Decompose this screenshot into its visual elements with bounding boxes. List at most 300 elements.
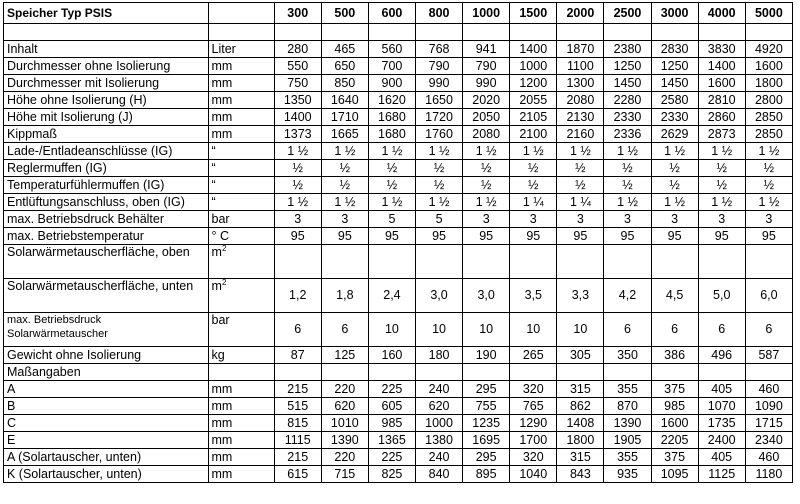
row-label: Temperaturfühlermuffen (IG): [4, 177, 209, 194]
unit-text: “: [211, 177, 216, 192]
row-unit: [208, 432, 274, 449]
value-cell: 215: [274, 381, 321, 398]
table-row: [4, 432, 793, 449]
table-row: [4, 381, 793, 398]
value-cell: 2380: [604, 41, 651, 58]
value-cell: 1 ½: [368, 194, 415, 211]
value-cell: 95: [604, 228, 651, 245]
table-row: [4, 41, 793, 58]
value-cell: [463, 245, 510, 279]
value-cell: ½: [745, 177, 792, 194]
value-cell: 1450: [604, 75, 651, 92]
value-cell: 1 ½: [651, 143, 698, 160]
value-cell: 990: [416, 75, 463, 92]
value-cell: 305: [557, 347, 604, 364]
value-cell: 1100: [557, 58, 604, 75]
row-label: Solarwärmetauscherfläche, unten: [4, 279, 209, 313]
value-cell: 587: [745, 347, 792, 364]
value-cell: 95: [698, 228, 745, 245]
value-cell: 375: [651, 449, 698, 466]
value-cell: ½: [321, 160, 368, 177]
value-cell: 460: [745, 449, 792, 466]
value-cell: 605: [368, 398, 415, 415]
unit-text: mm: [211, 415, 233, 430]
value-cell: 1 ¼: [557, 194, 604, 211]
value-cell: 215: [274, 449, 321, 466]
value-cell: 95: [368, 228, 415, 245]
value-cell: 1600: [745, 58, 792, 75]
value-cell: 1290: [510, 415, 557, 432]
value-cell: 840: [416, 466, 463, 483]
value-cell: 6: [604, 313, 651, 347]
row-label: Inhalt: [4, 41, 209, 58]
value-cell: 5: [416, 211, 463, 228]
row-unit: [208, 466, 274, 483]
value-cell: 2050: [463, 109, 510, 126]
value-cell: 1 ½: [321, 194, 368, 211]
value-cell: 715: [321, 466, 368, 483]
unit-text: “: [211, 143, 216, 158]
value-cell: 3,0: [416, 279, 463, 313]
value-cell: 3: [604, 211, 651, 228]
value-cell: [321, 24, 368, 41]
row-unit: [208, 92, 274, 109]
value-cell: [510, 245, 557, 279]
value-cell: 1200: [510, 75, 557, 92]
table-row: [4, 313, 793, 347]
header-cell: 300: [274, 3, 321, 24]
value-cell: 240: [416, 381, 463, 398]
value-cell: 2850: [745, 126, 792, 143]
value-cell: 1235: [463, 415, 510, 432]
value-cell: 3: [321, 211, 368, 228]
row-label: C: [4, 415, 209, 432]
value-cell: ½: [368, 160, 415, 177]
value-cell: 87: [274, 347, 321, 364]
row-unit: [208, 58, 274, 75]
value-cell: 280: [274, 41, 321, 58]
value-cell: 1710: [321, 109, 368, 126]
value-cell: 4,5: [651, 279, 698, 313]
value-cell: 1390: [604, 415, 651, 432]
value-cell: 1000: [510, 58, 557, 75]
value-cell: [745, 364, 792, 381]
value-cell: 765: [510, 398, 557, 415]
value-cell: 240: [416, 449, 463, 466]
value-cell: 1 ½: [745, 143, 792, 160]
value-cell: 2800: [745, 92, 792, 109]
value-cell: 1640: [321, 92, 368, 109]
value-cell: 1040: [510, 466, 557, 483]
value-cell: 95: [651, 228, 698, 245]
value-cell: [274, 24, 321, 41]
value-cell: 2810: [698, 92, 745, 109]
value-cell: 2100: [510, 126, 557, 143]
value-cell: ½: [745, 160, 792, 177]
header-cell: 5000: [745, 3, 792, 24]
unit-text: mm: [211, 432, 233, 447]
value-cell: 1 ½: [463, 143, 510, 160]
value-cell: 2340: [745, 432, 792, 449]
value-cell: 1090: [745, 398, 792, 415]
table-row: [4, 177, 793, 194]
unit-text: mm: [211, 398, 233, 413]
value-cell: ½: [557, 177, 604, 194]
value-cell: 95: [557, 228, 604, 245]
value-cell: 10: [416, 313, 463, 347]
row-label: K (Solartauscher, unten): [4, 466, 209, 483]
value-cell: [604, 364, 651, 381]
value-cell: 1400: [274, 109, 321, 126]
header-cell: 1500: [510, 3, 557, 24]
row-unit: [208, 41, 274, 58]
value-cell: 895: [463, 466, 510, 483]
value-cell: 386: [651, 347, 698, 364]
row-label: Reglermuffen (IG): [4, 160, 209, 177]
value-cell: 1905: [604, 432, 651, 449]
row-label: [4, 24, 209, 41]
unit-text: mm: [211, 92, 233, 107]
row-label: E: [4, 432, 209, 449]
value-cell: 1720: [416, 109, 463, 126]
value-cell: 2830: [651, 41, 698, 58]
value-cell: ½: [463, 160, 510, 177]
value-cell: ½: [463, 177, 510, 194]
value-cell: 620: [321, 398, 368, 415]
row-unit: [208, 415, 274, 432]
value-cell: 6: [274, 313, 321, 347]
value-cell: 10: [510, 313, 557, 347]
value-cell: 2400: [698, 432, 745, 449]
value-cell: 843: [557, 466, 604, 483]
row-label: max. Betriebsdruck Solarwärmetauscher: [4, 313, 209, 347]
value-cell: 10: [463, 313, 510, 347]
value-cell: 320: [510, 381, 557, 398]
row-label: Kippmaß: [4, 126, 209, 143]
value-cell: 1620: [368, 92, 415, 109]
table-row: [4, 466, 793, 483]
value-cell: [651, 245, 698, 279]
unit-text: mm: [211, 58, 233, 73]
value-cell: 1 ½: [416, 194, 463, 211]
value-cell: 1600: [698, 75, 745, 92]
unit-superscript: 2: [221, 278, 227, 287]
value-cell: ½: [651, 160, 698, 177]
value-cell: 1350: [274, 92, 321, 109]
table-body: [4, 3, 793, 483]
value-cell: 1070: [698, 398, 745, 415]
row-unit: [208, 279, 274, 313]
unit-text: mm: [211, 126, 233, 141]
value-cell: 1 ½: [604, 194, 651, 211]
value-cell: 10: [557, 313, 604, 347]
value-cell: 220: [321, 449, 368, 466]
value-cell: 180: [416, 347, 463, 364]
value-cell: 95: [745, 228, 792, 245]
row-unit: [208, 24, 274, 41]
value-cell: 2080: [557, 92, 604, 109]
value-cell: 375: [651, 381, 698, 398]
value-cell: 2330: [651, 109, 698, 126]
unit-text: m: [211, 279, 222, 293]
value-cell: 220: [321, 381, 368, 398]
table-row: [4, 415, 793, 432]
row-unit: [208, 347, 274, 364]
value-cell: 5,0: [698, 279, 745, 313]
value-cell: 1,8: [321, 279, 368, 313]
value-cell: 1715: [745, 415, 792, 432]
value-cell: 225: [368, 381, 415, 398]
row-unit: [208, 75, 274, 92]
table-row: [4, 75, 793, 92]
value-cell: 1 ½: [274, 194, 321, 211]
value-cell: 1400: [510, 41, 557, 58]
value-cell: [463, 24, 510, 41]
table-row: [4, 160, 793, 177]
header-cell: 2500: [604, 3, 651, 24]
value-cell: [698, 245, 745, 279]
row-label: Durchmesser mit Isolierung: [4, 75, 209, 92]
value-cell: 1 ½: [321, 143, 368, 160]
value-cell: ½: [604, 177, 651, 194]
row-label: max. Betriebstemperatur: [4, 228, 209, 245]
value-cell: 295: [463, 381, 510, 398]
value-cell: 2860: [698, 109, 745, 126]
value-cell: 985: [651, 398, 698, 415]
value-cell: 6: [698, 313, 745, 347]
value-cell: 160: [368, 347, 415, 364]
unit-text: bar: [211, 211, 230, 226]
value-cell: 790: [416, 58, 463, 75]
value-cell: 1695: [463, 432, 510, 449]
value-cell: 1 ½: [698, 194, 745, 211]
row-unit: [208, 109, 274, 126]
value-cell: 1600: [651, 415, 698, 432]
value-cell: 615: [274, 466, 321, 483]
value-cell: 1735: [698, 415, 745, 432]
table-row: [4, 245, 793, 279]
value-cell: 2873: [698, 126, 745, 143]
table-row: [4, 398, 793, 415]
value-cell: 350: [604, 347, 651, 364]
value-cell: 1680: [368, 109, 415, 126]
value-cell: 355: [604, 381, 651, 398]
header-cell: 800: [416, 3, 463, 24]
value-cell: 2629: [651, 126, 698, 143]
value-cell: [745, 24, 792, 41]
unit-text: “: [211, 160, 216, 175]
row-label: Solarwärmetauscherfläche, oben: [4, 245, 209, 279]
value-cell: [651, 24, 698, 41]
unit-text: “: [211, 194, 216, 209]
table-row: [4, 449, 793, 466]
header-label: Speicher Typ PSIS: [4, 3, 209, 24]
value-cell: 1800: [557, 432, 604, 449]
value-cell: [557, 24, 604, 41]
table-row: [4, 109, 793, 126]
value-cell: 3: [274, 211, 321, 228]
value-cell: 790: [463, 58, 510, 75]
row-label: B: [4, 398, 209, 415]
value-cell: 1365: [368, 432, 415, 449]
row-unit: [208, 211, 274, 228]
value-cell: 1115: [274, 432, 321, 449]
value-cell: 620: [416, 398, 463, 415]
table-row: [4, 126, 793, 143]
value-cell: 2280: [604, 92, 651, 109]
row-unit: [208, 364, 274, 381]
value-cell: [698, 24, 745, 41]
value-cell: 6: [321, 313, 368, 347]
value-cell: [604, 245, 651, 279]
value-cell: 6: [745, 313, 792, 347]
row-unit: [208, 449, 274, 466]
value-cell: 2,4: [368, 279, 415, 313]
table-row: [4, 24, 793, 41]
value-cell: 1 ½: [463, 194, 510, 211]
value-cell: 315: [557, 381, 604, 398]
value-cell: 2055: [510, 92, 557, 109]
value-cell: 2020: [463, 92, 510, 109]
value-cell: 1010: [321, 415, 368, 432]
table-row: [4, 279, 793, 313]
value-cell: 1125: [698, 466, 745, 483]
value-cell: 405: [698, 381, 745, 398]
value-cell: 2130: [557, 109, 604, 126]
value-cell: 3: [698, 211, 745, 228]
value-cell: 460: [745, 381, 792, 398]
value-cell: [510, 364, 557, 381]
table-row: [4, 194, 793, 211]
value-cell: 1 ½: [510, 143, 557, 160]
spec-table: [3, 2, 793, 483]
value-cell: 10: [368, 313, 415, 347]
value-cell: 2330: [604, 109, 651, 126]
value-cell: [698, 364, 745, 381]
value-cell: [557, 364, 604, 381]
value-cell: ½: [557, 160, 604, 177]
value-cell: 95: [416, 228, 463, 245]
unit-text: mm: [211, 381, 233, 396]
value-cell: ½: [604, 160, 651, 177]
value-cell: [604, 24, 651, 41]
unit-superscript: 2: [221, 244, 227, 253]
value-cell: 650: [321, 58, 368, 75]
value-cell: 768: [416, 41, 463, 58]
value-cell: 3,3: [557, 279, 604, 313]
value-cell: 1373: [274, 126, 321, 143]
value-cell: ½: [510, 160, 557, 177]
value-cell: [416, 364, 463, 381]
header-cell: 500: [321, 3, 368, 24]
table-row: [4, 364, 793, 381]
value-cell: 1680: [368, 126, 415, 143]
value-cell: 95: [510, 228, 557, 245]
value-cell: 550: [274, 58, 321, 75]
value-cell: 1700: [510, 432, 557, 449]
value-cell: 265: [510, 347, 557, 364]
value-cell: 2850: [745, 109, 792, 126]
value-cell: ½: [698, 177, 745, 194]
value-cell: 985: [368, 415, 415, 432]
value-cell: [368, 364, 415, 381]
row-unit: [208, 228, 274, 245]
value-cell: 2580: [651, 92, 698, 109]
value-cell: 95: [321, 228, 368, 245]
row-unit: [208, 245, 274, 279]
value-cell: 1 ½: [698, 143, 745, 160]
value-cell: 700: [368, 58, 415, 75]
table-row: [4, 211, 793, 228]
value-cell: [274, 245, 321, 279]
table-row: [4, 92, 793, 109]
value-cell: 3: [651, 211, 698, 228]
value-cell: 750: [274, 75, 321, 92]
unit-text: mm: [211, 75, 233, 90]
row-label: A (Solartauscher, unten): [4, 449, 209, 466]
value-cell: 225: [368, 449, 415, 466]
value-cell: ½: [416, 177, 463, 194]
value-cell: 1 ½: [604, 143, 651, 160]
value-cell: 1870: [557, 41, 604, 58]
value-cell: [321, 245, 368, 279]
row-unit: [208, 160, 274, 177]
value-cell: [321, 364, 368, 381]
value-cell: 2105: [510, 109, 557, 126]
value-cell: 870: [604, 398, 651, 415]
value-cell: 825: [368, 466, 415, 483]
value-cell: 1450: [651, 75, 698, 92]
row-unit: [208, 143, 274, 160]
table-row: [4, 228, 793, 245]
value-cell: 3,0: [463, 279, 510, 313]
row-label: Höhe ohne Isolierung (H): [4, 92, 209, 109]
table-row: [4, 58, 793, 75]
value-cell: 3830: [698, 41, 745, 58]
value-cell: 3: [463, 211, 510, 228]
value-cell: 2336: [604, 126, 651, 143]
value-cell: 295: [463, 449, 510, 466]
value-cell: 1800: [745, 75, 792, 92]
value-cell: 1380: [416, 432, 463, 449]
value-cell: 465: [321, 41, 368, 58]
value-cell: 3,5: [510, 279, 557, 313]
value-cell: 850: [321, 75, 368, 92]
row-label: Lade-/Entladeanschlüsse (IG): [4, 143, 209, 160]
row-label: Höhe mit Isolierung (J): [4, 109, 209, 126]
row-unit: [208, 126, 274, 143]
value-cell: 1390: [321, 432, 368, 449]
value-cell: 815: [274, 415, 321, 432]
row-label: Entlüftungsanschluss, oben (IG): [4, 194, 209, 211]
value-cell: ½: [368, 177, 415, 194]
row-unit: [208, 194, 274, 211]
value-cell: 95: [274, 228, 321, 245]
unit-text: ° C: [211, 228, 230, 243]
value-cell: 405: [698, 449, 745, 466]
value-cell: 2205: [651, 432, 698, 449]
value-cell: [463, 364, 510, 381]
value-cell: 6,0: [745, 279, 792, 313]
value-cell: [416, 245, 463, 279]
header-cell: 3000: [651, 3, 698, 24]
row-label: max. Betriebsdruck Behälter: [4, 211, 209, 228]
value-cell: 1 ½: [557, 143, 604, 160]
value-cell: 862: [557, 398, 604, 415]
value-cell: 935: [604, 466, 651, 483]
row-label: Maßangaben: [4, 364, 209, 381]
row-label: Gewicht ohne Isolierung: [4, 347, 209, 364]
